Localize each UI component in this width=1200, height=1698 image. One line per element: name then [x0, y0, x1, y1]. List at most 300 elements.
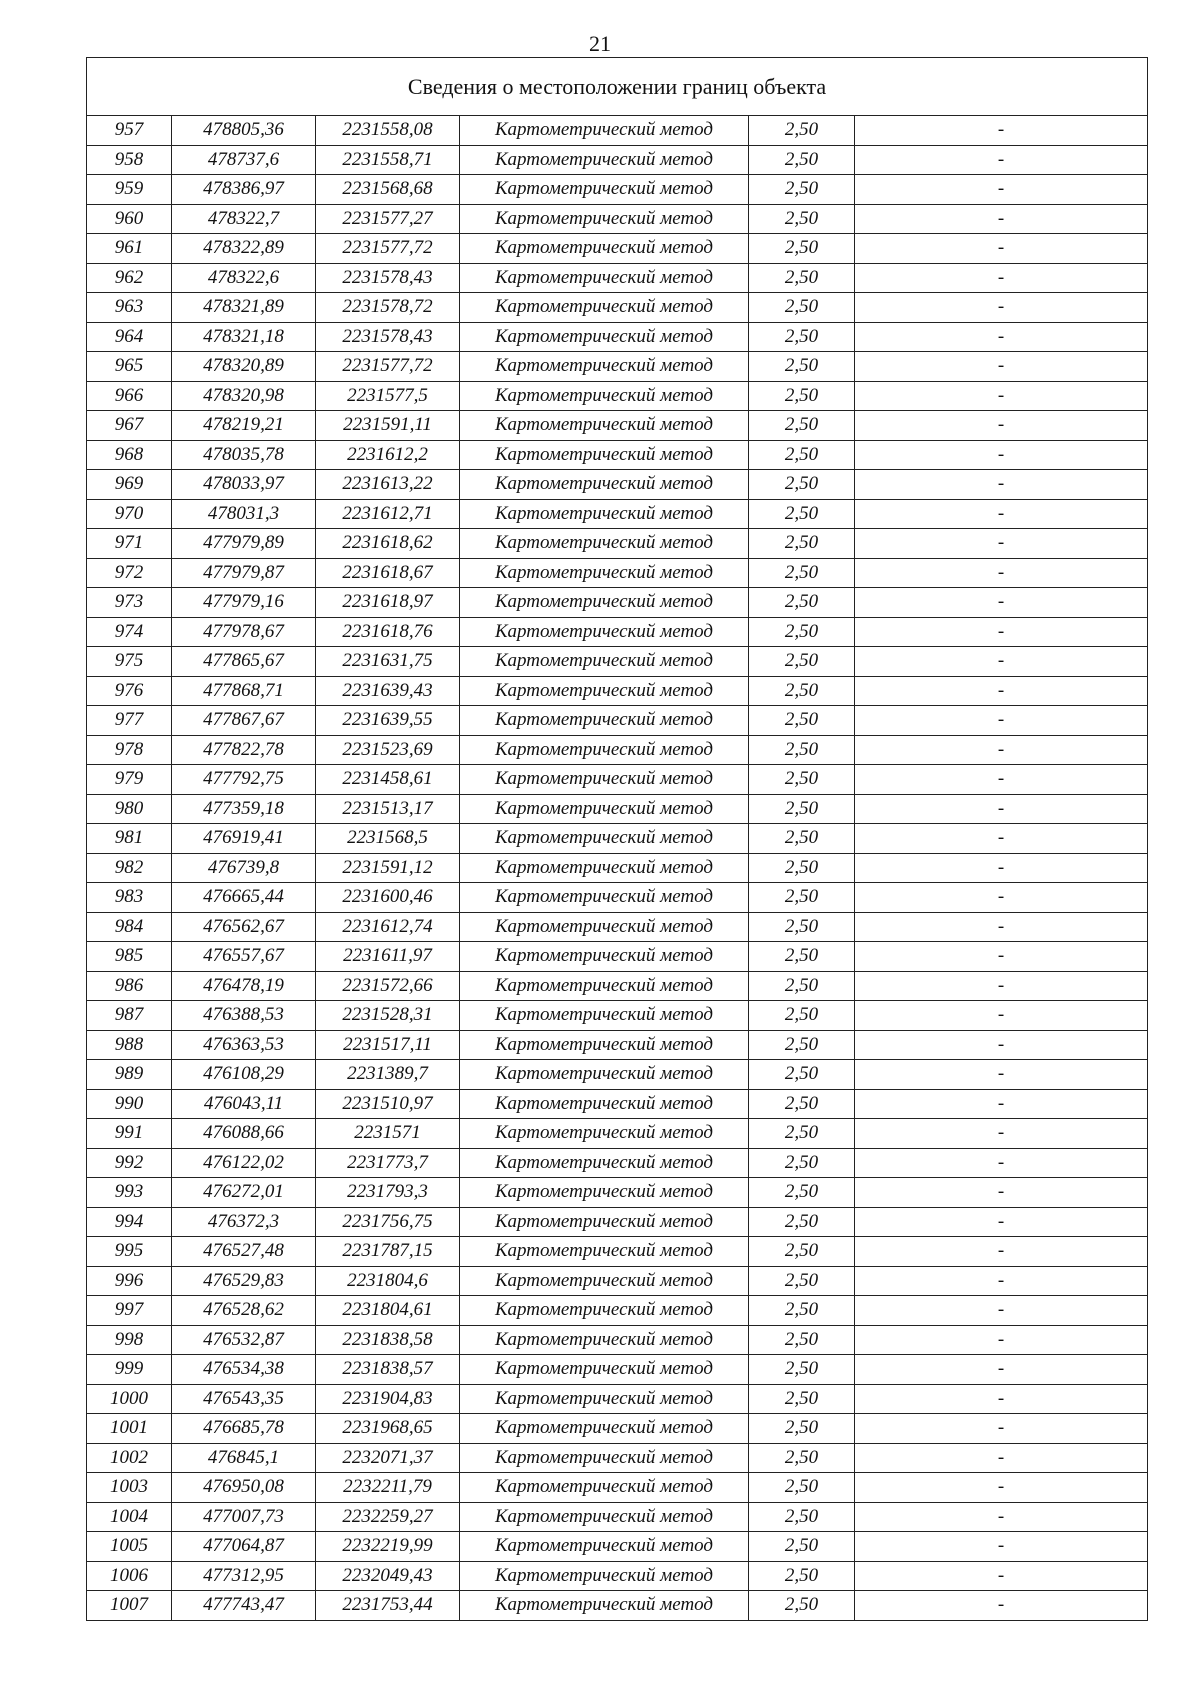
method-cell: Картометрический метод: [460, 1502, 749, 1532]
y-coordinate-cell: 2231612,71: [316, 499, 460, 529]
x-coordinate-cell: 477979,16: [172, 588, 316, 618]
x-coordinate-cell: 476543,35: [172, 1384, 316, 1414]
point-number-cell: 992: [87, 1148, 172, 1178]
y-coordinate-cell: 2231804,61: [316, 1296, 460, 1326]
x-coordinate-cell: 476532,87: [172, 1325, 316, 1355]
table-row: [87, 1030, 1148, 1060]
point-number-cell: 977: [87, 706, 172, 736]
table-row: [87, 1001, 1148, 1031]
point-number-cell: 981: [87, 824, 172, 854]
x-coordinate-cell: 476043,11: [172, 1089, 316, 1119]
x-coordinate-cell: 476088,66: [172, 1119, 316, 1149]
method-cell: Картометрический метод: [460, 1591, 749, 1621]
table-row: [87, 588, 1148, 618]
table-row: [87, 824, 1148, 854]
description-cell: -: [855, 499, 1148, 529]
table-row: [87, 263, 1148, 293]
x-coordinate-cell: 477979,87: [172, 558, 316, 588]
x-coordinate-cell: 477978,67: [172, 617, 316, 647]
y-coordinate-cell: 2231578,72: [316, 293, 460, 323]
description-cell: -: [855, 558, 1148, 588]
point-number-cell: 983: [87, 883, 172, 913]
table-title-row: [87, 58, 1148, 116]
point-number-cell: 1000: [87, 1384, 172, 1414]
description-cell: -: [855, 824, 1148, 854]
x-coordinate-cell: 476562,67: [172, 912, 316, 942]
point-number-cell: 968: [87, 440, 172, 470]
y-coordinate-cell: 2231804,6: [316, 1266, 460, 1296]
accuracy-cell: 2,50: [749, 676, 855, 706]
description-cell: -: [855, 1178, 1148, 1208]
point-number-cell: 982: [87, 853, 172, 883]
table-row: [87, 381, 1148, 411]
point-number-cell: 994: [87, 1207, 172, 1237]
y-coordinate-cell: 2231558,08: [316, 116, 460, 146]
description-cell: -: [855, 204, 1148, 234]
point-number-cell: 967: [87, 411, 172, 441]
accuracy-cell: 2,50: [749, 1030, 855, 1060]
method-cell: Картометрический метод: [460, 912, 749, 942]
method-cell: Картометрический метод: [460, 765, 749, 795]
accuracy-cell: 2,50: [749, 352, 855, 382]
accuracy-cell: 2,50: [749, 912, 855, 942]
description-cell: -: [855, 1266, 1148, 1296]
y-coordinate-cell: 2231838,58: [316, 1325, 460, 1355]
method-cell: Картометрический метод: [460, 1178, 749, 1208]
method-cell: Картометрический метод: [460, 1532, 749, 1562]
point-number-cell: 979: [87, 765, 172, 795]
y-coordinate-cell: 2231618,62: [316, 529, 460, 559]
method-cell: Картометрический метод: [460, 647, 749, 677]
accuracy-cell: 2,50: [749, 1296, 855, 1326]
table-row: [87, 617, 1148, 647]
y-coordinate-cell: 2231558,71: [316, 145, 460, 175]
method-cell: Картометрический метод: [460, 411, 749, 441]
y-coordinate-cell: 2231904,83: [316, 1384, 460, 1414]
x-coordinate-cell: 476527,48: [172, 1237, 316, 1267]
accuracy-cell: 2,50: [749, 588, 855, 618]
description-cell: -: [855, 1325, 1148, 1355]
description-cell: -: [855, 706, 1148, 736]
accuracy-cell: 2,50: [749, 617, 855, 647]
y-coordinate-cell: 2231523,69: [316, 735, 460, 765]
x-coordinate-cell: 477979,89: [172, 529, 316, 559]
method-cell: Картометрический метод: [460, 263, 749, 293]
accuracy-cell: 2,50: [749, 1591, 855, 1621]
accuracy-cell: 2,50: [749, 1089, 855, 1119]
method-cell: Картометрический метод: [460, 234, 749, 264]
description-cell: -: [855, 1296, 1148, 1326]
y-coordinate-cell: 2232219,99: [316, 1532, 460, 1562]
y-coordinate-cell: 2231578,43: [316, 322, 460, 352]
accuracy-cell: 2,50: [749, 1561, 855, 1591]
x-coordinate-cell: 477007,73: [172, 1502, 316, 1532]
boundary-table: [86, 57, 1148, 1621]
y-coordinate-cell: 2231968,65: [316, 1414, 460, 1444]
x-coordinate-cell: 478320,89: [172, 352, 316, 382]
description-cell: -: [855, 1060, 1148, 1090]
method-cell: Картометрический метод: [460, 1207, 749, 1237]
point-number-cell: 995: [87, 1237, 172, 1267]
description-cell: -: [855, 676, 1148, 706]
description-cell: -: [855, 322, 1148, 352]
accuracy-cell: 2,50: [749, 1532, 855, 1562]
y-coordinate-cell: 2231591,12: [316, 853, 460, 883]
accuracy-cell: 2,50: [749, 293, 855, 323]
point-number-cell: 999: [87, 1355, 172, 1385]
table-row: [87, 352, 1148, 382]
method-cell: Картометрический метод: [460, 175, 749, 205]
method-cell: Картометрический метод: [460, 942, 749, 972]
point-number-cell: 991: [87, 1119, 172, 1149]
description-cell: -: [855, 1001, 1148, 1031]
method-cell: Картометрический метод: [460, 558, 749, 588]
method-cell: Картометрический метод: [460, 617, 749, 647]
accuracy-cell: 2,50: [749, 765, 855, 795]
description-cell: -: [855, 794, 1148, 824]
x-coordinate-cell: 476478,19: [172, 971, 316, 1001]
method-cell: Картометрический метод: [460, 588, 749, 618]
accuracy-cell: 2,50: [749, 499, 855, 529]
x-coordinate-cell: 476950,08: [172, 1473, 316, 1503]
accuracy-cell: 2,50: [749, 175, 855, 205]
description-cell: -: [855, 1384, 1148, 1414]
method-cell: Картометрический метод: [460, 322, 749, 352]
description-cell: -: [855, 1502, 1148, 1532]
point-number-cell: 987: [87, 1001, 172, 1031]
description-cell: -: [855, 175, 1148, 205]
accuracy-cell: 2,50: [749, 558, 855, 588]
table-row: [87, 765, 1148, 795]
point-number-cell: 1005: [87, 1532, 172, 1562]
accuracy-cell: 2,50: [749, 1414, 855, 1444]
method-cell: Картометрический метод: [460, 676, 749, 706]
point-number-cell: 988: [87, 1030, 172, 1060]
accuracy-cell: 2,50: [749, 706, 855, 736]
description-cell: -: [855, 1237, 1148, 1267]
point-number-cell: 961: [87, 234, 172, 264]
description-cell: -: [855, 1561, 1148, 1591]
method-cell: Картометрический метод: [460, 1089, 749, 1119]
description-cell: -: [855, 912, 1148, 942]
table-row: [87, 293, 1148, 323]
description-cell: -: [855, 1119, 1148, 1149]
table-row: [87, 234, 1148, 264]
table-row: [87, 1355, 1148, 1385]
method-cell: Картометрический метод: [460, 381, 749, 411]
y-coordinate-cell: 2231787,15: [316, 1237, 460, 1267]
table-row: [87, 942, 1148, 972]
description-cell: -: [855, 1089, 1148, 1119]
y-coordinate-cell: 2231578,43: [316, 263, 460, 293]
description-cell: -: [855, 1414, 1148, 1444]
page-number: 21: [589, 31, 611, 56]
table-row: [87, 912, 1148, 942]
table-row: [87, 735, 1148, 765]
point-number-cell: 976: [87, 676, 172, 706]
x-coordinate-cell: 477868,71: [172, 676, 316, 706]
x-coordinate-cell: 478322,6: [172, 263, 316, 293]
y-coordinate-cell: 2231571: [316, 1119, 460, 1149]
table-row: [87, 1237, 1148, 1267]
description-cell: -: [855, 529, 1148, 559]
y-coordinate-cell: 2231756,75: [316, 1207, 460, 1237]
y-coordinate-cell: 2231618,67: [316, 558, 460, 588]
point-number-cell: 971: [87, 529, 172, 559]
accuracy-cell: 2,50: [749, 470, 855, 500]
y-coordinate-cell: 2231612,2: [316, 440, 460, 470]
description-cell: -: [855, 1591, 1148, 1621]
x-coordinate-cell: 477867,67: [172, 706, 316, 736]
y-coordinate-cell: 2231612,74: [316, 912, 460, 942]
point-number-cell: 989: [87, 1060, 172, 1090]
accuracy-cell: 2,50: [749, 381, 855, 411]
description-cell: -: [855, 234, 1148, 264]
x-coordinate-cell: 477822,78: [172, 735, 316, 765]
description-cell: -: [855, 352, 1148, 382]
accuracy-cell: 2,50: [749, 1355, 855, 1385]
point-number-cell: 965: [87, 352, 172, 382]
point-number-cell: 973: [87, 588, 172, 618]
y-coordinate-cell: 2231510,97: [316, 1089, 460, 1119]
table-row: [87, 1207, 1148, 1237]
y-coordinate-cell: 2232071,37: [316, 1443, 460, 1473]
x-coordinate-cell: 476665,44: [172, 883, 316, 913]
y-coordinate-cell: 2231618,97: [316, 588, 460, 618]
description-cell: -: [855, 588, 1148, 618]
method-cell: Картометрический метод: [460, 1384, 749, 1414]
description-cell: -: [855, 145, 1148, 175]
y-coordinate-cell: 2231838,57: [316, 1355, 460, 1385]
description-cell: -: [855, 440, 1148, 470]
point-number-cell: 980: [87, 794, 172, 824]
point-number-cell: 978: [87, 735, 172, 765]
y-coordinate-cell: 2231793,3: [316, 1178, 460, 1208]
x-coordinate-cell: 476372,3: [172, 1207, 316, 1237]
table-row: [87, 322, 1148, 352]
table-row: [87, 145, 1148, 175]
table-row: [87, 1384, 1148, 1414]
accuracy-cell: 2,50: [749, 1001, 855, 1031]
x-coordinate-cell: 477359,18: [172, 794, 316, 824]
point-number-cell: 958: [87, 145, 172, 175]
accuracy-cell: 2,50: [749, 1473, 855, 1503]
description-cell: -: [855, 1443, 1148, 1473]
table-row: [87, 529, 1148, 559]
y-coordinate-cell: 2231572,66: [316, 971, 460, 1001]
accuracy-cell: 2,50: [749, 971, 855, 1001]
x-coordinate-cell: 476529,83: [172, 1266, 316, 1296]
method-cell: Картометрический метод: [460, 1355, 749, 1385]
description-cell: -: [855, 411, 1148, 441]
x-coordinate-cell: 476122,02: [172, 1148, 316, 1178]
x-coordinate-cell: 476534,38: [172, 1355, 316, 1385]
accuracy-cell: 2,50: [749, 145, 855, 175]
method-cell: Картометрический метод: [460, 1030, 749, 1060]
method-cell: Картометрический метод: [460, 293, 749, 323]
y-coordinate-cell: 2231618,76: [316, 617, 460, 647]
point-number-cell: 1007: [87, 1591, 172, 1621]
x-coordinate-cell: 478219,21: [172, 411, 316, 441]
y-coordinate-cell: 2231568,5: [316, 824, 460, 854]
point-number-cell: 960: [87, 204, 172, 234]
table-row: [87, 853, 1148, 883]
x-coordinate-cell: 477792,75: [172, 765, 316, 795]
point-number-cell: 972: [87, 558, 172, 588]
point-number-cell: 957: [87, 116, 172, 146]
point-number-cell: 990: [87, 1089, 172, 1119]
x-coordinate-cell: 478386,97: [172, 175, 316, 205]
method-cell: Картометрический метод: [460, 1325, 749, 1355]
x-coordinate-cell: 477064,87: [172, 1532, 316, 1562]
y-coordinate-cell: 2231613,22: [316, 470, 460, 500]
description-cell: -: [855, 1532, 1148, 1562]
description-cell: -: [855, 1473, 1148, 1503]
accuracy-cell: 2,50: [749, 322, 855, 352]
accuracy-cell: 2,50: [749, 1237, 855, 1267]
point-number-cell: 966: [87, 381, 172, 411]
y-coordinate-cell: 2231611,97: [316, 942, 460, 972]
table-row: [87, 1266, 1148, 1296]
accuracy-cell: 2,50: [749, 794, 855, 824]
point-number-cell: 962: [87, 263, 172, 293]
table-row: [87, 647, 1148, 677]
accuracy-cell: 2,50: [749, 883, 855, 913]
accuracy-cell: 2,50: [749, 1119, 855, 1149]
point-number-cell: 963: [87, 293, 172, 323]
method-cell: Картометрический метод: [460, 1001, 749, 1031]
point-number-cell: 984: [87, 912, 172, 942]
method-cell: Картометрический метод: [460, 499, 749, 529]
table-row: [87, 411, 1148, 441]
table-row: [87, 1443, 1148, 1473]
description-cell: -: [855, 1207, 1148, 1237]
description-cell: -: [855, 381, 1148, 411]
description-cell: -: [855, 1148, 1148, 1178]
x-coordinate-cell: 478737,6: [172, 145, 316, 175]
y-coordinate-cell: 2231458,61: [316, 765, 460, 795]
point-number-cell: 975: [87, 647, 172, 677]
table-row: [87, 1325, 1148, 1355]
accuracy-cell: 2,50: [749, 1266, 855, 1296]
description-cell: -: [855, 883, 1148, 913]
y-coordinate-cell: 2231577,72: [316, 234, 460, 264]
accuracy-cell: 2,50: [749, 529, 855, 559]
x-coordinate-cell: 478322,7: [172, 204, 316, 234]
accuracy-cell: 2,50: [749, 853, 855, 883]
x-coordinate-cell: 478035,78: [172, 440, 316, 470]
y-coordinate-cell: 2231591,11: [316, 411, 460, 441]
method-cell: Картометрический метод: [460, 1060, 749, 1090]
accuracy-cell: 2,50: [749, 824, 855, 854]
point-number-cell: 997: [87, 1296, 172, 1326]
y-coordinate-cell: 2231631,75: [316, 647, 460, 677]
method-cell: Картометрический метод: [460, 470, 749, 500]
x-coordinate-cell: 478320,98: [172, 381, 316, 411]
table-row: [87, 499, 1148, 529]
accuracy-cell: 2,50: [749, 116, 855, 146]
method-cell: Картометрический метод: [460, 1414, 749, 1444]
table-row: [87, 116, 1148, 146]
method-cell: Картометрический метод: [460, 145, 749, 175]
point-number-cell: 974: [87, 617, 172, 647]
accuracy-cell: 2,50: [749, 942, 855, 972]
method-cell: Картометрический метод: [460, 1443, 749, 1473]
method-cell: Картометрический метод: [460, 971, 749, 1001]
x-coordinate-cell: 476739,8: [172, 853, 316, 883]
description-cell: -: [855, 617, 1148, 647]
table-body: [87, 58, 1148, 1621]
point-number-cell: 964: [87, 322, 172, 352]
table-row: [87, 1119, 1148, 1149]
x-coordinate-cell: 476272,01: [172, 1178, 316, 1208]
accuracy-cell: 2,50: [749, 1207, 855, 1237]
x-coordinate-cell: 477312,95: [172, 1561, 316, 1591]
method-cell: Картометрический метод: [460, 1561, 749, 1591]
table-row: [87, 1502, 1148, 1532]
y-coordinate-cell: 2231577,72: [316, 352, 460, 382]
point-number-cell: 970: [87, 499, 172, 529]
table-row: [87, 1591, 1148, 1621]
table-row: [87, 204, 1148, 234]
x-coordinate-cell: 477743,47: [172, 1591, 316, 1621]
accuracy-cell: 2,50: [749, 1060, 855, 1090]
y-coordinate-cell: 2231577,5: [316, 381, 460, 411]
table-row: [87, 1178, 1148, 1208]
description-cell: -: [855, 1355, 1148, 1385]
accuracy-cell: 2,50: [749, 1178, 855, 1208]
point-number-cell: 985: [87, 942, 172, 972]
description-cell: -: [855, 263, 1148, 293]
accuracy-cell: 2,50: [749, 411, 855, 441]
method-cell: Картометрический метод: [460, 794, 749, 824]
description-cell: -: [855, 735, 1148, 765]
table-title: Сведения о местоположении границ объекта: [87, 58, 1148, 116]
x-coordinate-cell: 476528,62: [172, 1296, 316, 1326]
table-row: [87, 1089, 1148, 1119]
table-row: [87, 1148, 1148, 1178]
method-cell: Картометрический метод: [460, 853, 749, 883]
method-cell: Картометрический метод: [460, 735, 749, 765]
method-cell: Картометрический метод: [460, 1266, 749, 1296]
description-cell: -: [855, 853, 1148, 883]
description-cell: -: [855, 293, 1148, 323]
accuracy-cell: 2,50: [749, 1502, 855, 1532]
y-coordinate-cell: 2231517,11: [316, 1030, 460, 1060]
y-coordinate-cell: 2232211,79: [316, 1473, 460, 1503]
x-coordinate-cell: 478321,18: [172, 322, 316, 352]
x-coordinate-cell: 478805,36: [172, 116, 316, 146]
table-row: [87, 883, 1148, 913]
method-cell: Картометрический метод: [460, 1296, 749, 1326]
table-row: [87, 470, 1148, 500]
table-row: [87, 794, 1148, 824]
accuracy-cell: 2,50: [749, 647, 855, 677]
description-cell: -: [855, 971, 1148, 1001]
table-row: [87, 1296, 1148, 1326]
point-number-cell: 1003: [87, 1473, 172, 1503]
y-coordinate-cell: 2231389,7: [316, 1060, 460, 1090]
table-row: [87, 440, 1148, 470]
x-coordinate-cell: 478031,3: [172, 499, 316, 529]
method-cell: Картометрический метод: [460, 204, 749, 234]
table-row: [87, 1473, 1148, 1503]
point-number-cell: 998: [87, 1325, 172, 1355]
x-coordinate-cell: 476388,53: [172, 1001, 316, 1031]
method-cell: Картометрический метод: [460, 1237, 749, 1267]
description-cell: -: [855, 765, 1148, 795]
point-number-cell: 1001: [87, 1414, 172, 1444]
